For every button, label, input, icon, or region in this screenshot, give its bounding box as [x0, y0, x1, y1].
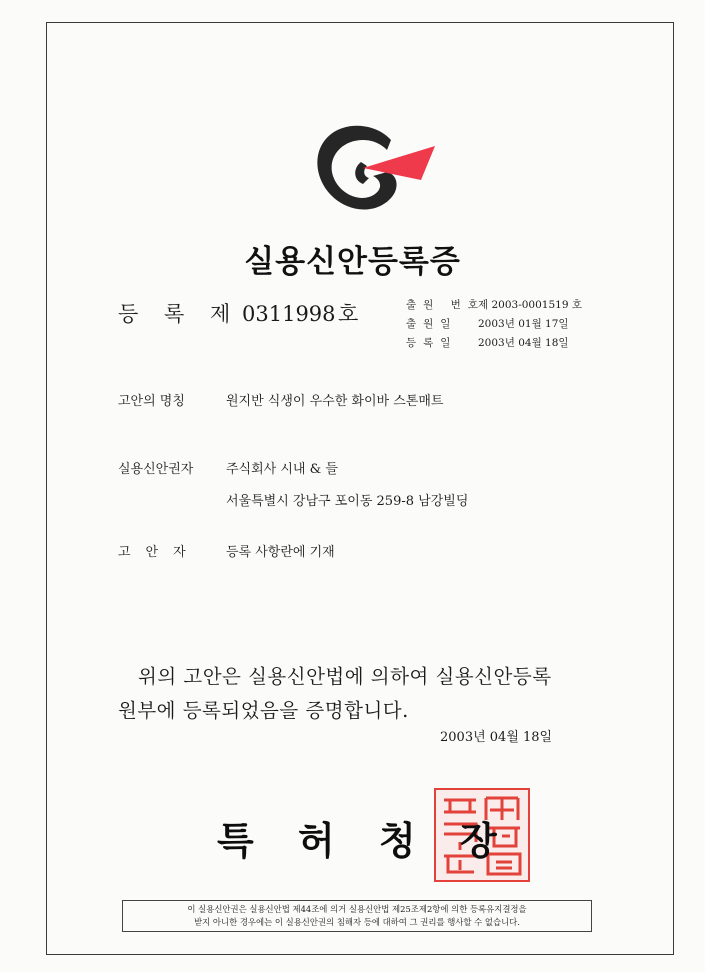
application-date-label: 출원일: [406, 318, 458, 330]
holder-name: 주식회사 시내 & 들: [226, 462, 338, 477]
statement-line-1: 위의 고안은 실용신안법에 의하여 실용신안등록: [138, 665, 552, 688]
registration-char-3: 제: [210, 302, 231, 326]
device-name-row: [118, 390, 443, 409]
notice-line-1: 이 실용신안권은 실용신안법 제44조에 의거 실용신안법 제25조제2항에 의한 등록유지결정을: [187, 904, 527, 914]
inventor-row: [118, 541, 335, 560]
inventor-value: 등록 사항란에 기재: [226, 545, 335, 560]
office-char-3: 청: [379, 819, 416, 863]
application-number-value: 제 2003-0001519 호: [478, 299, 582, 311]
application-number-label: 출원 번호: [406, 299, 485, 311]
issue-date: 2003년 04월 18일: [440, 730, 553, 745]
device-name-value: 원지반 식생이 우수한 화이바 스톤매트: [226, 394, 444, 409]
notice-line-2: 받지 아니한 경우에는 이 실용신안권의 침해자 등에 대하여 그 권리를 행사할 수 없습니다.: [194, 917, 520, 927]
holder-address-row: [118, 490, 468, 509]
date-block: [406, 296, 582, 353]
kipo-logo-icon: [303, 118, 437, 218]
registration-number: [118, 298, 358, 328]
registration-date-value: 2003년 04월 18일: [478, 337, 569, 349]
office-char-2: 허: [298, 819, 335, 863]
office-char-1: 특: [217, 819, 254, 863]
holder-label: 실용신안권자: [118, 462, 194, 477]
registration-date-label: 등록일: [406, 337, 458, 349]
registration-date-row: [406, 334, 582, 353]
certificate-title: 실용신안등록증: [244, 244, 461, 280]
application-number-row: [406, 296, 582, 315]
application-date-value: 2003년 01월 17일: [478, 318, 569, 330]
holder-row: [118, 458, 338, 477]
device-name-label: 고안의 명칭: [118, 394, 185, 409]
inventor-label: 고안자: [118, 545, 201, 560]
certification-statement: [118, 660, 618, 728]
holder-address: 서울특별시 강남구 포이동 259-8 남강빌딩: [226, 494, 469, 509]
registration-suffix: 호: [338, 302, 359, 326]
legal-notice-box: [122, 900, 592, 932]
statement-line-2: 원부에 등록되었음을 증명합니다.: [118, 699, 409, 722]
registration-number-value: 0311998: [242, 302, 336, 326]
office-char-4: 장: [460, 819, 497, 863]
registration-char-1: 등: [118, 302, 139, 326]
registration-char-2: 록: [164, 302, 185, 326]
application-date-row: [406, 315, 582, 334]
